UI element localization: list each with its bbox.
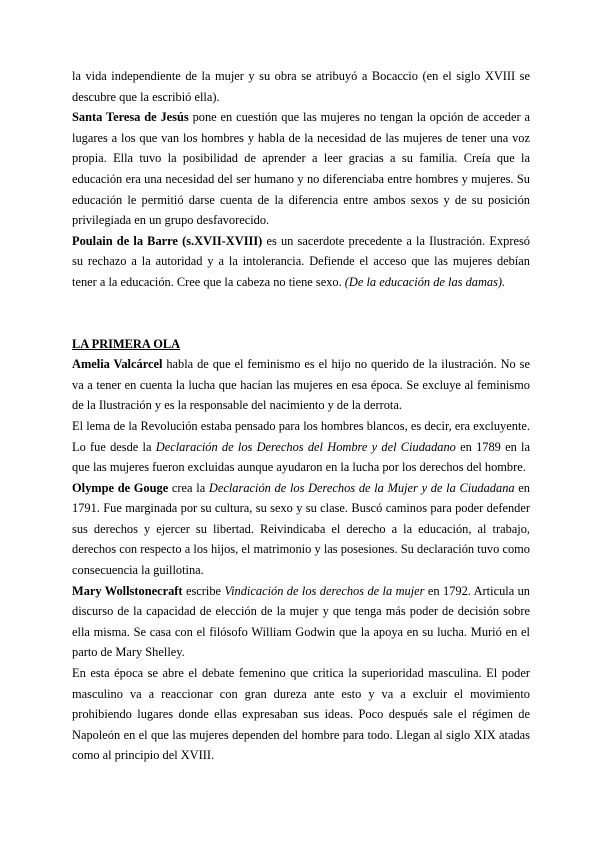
text-mary-a: escribe xyxy=(182,583,225,598)
work-declaracion-hombre: Declaración de los Derechos del Hombre y del Ciudadano xyxy=(155,439,456,454)
name-santa-teresa: Santa Teresa de Jesús xyxy=(72,110,189,125)
text-olympe-a: crea la xyxy=(168,480,209,495)
paragraph-revolucion xyxy=(72,416,530,478)
text-poulain: es un sacerdote precedente a la Ilustración. Expresó su rechazo a la autoridad y a la intolerancia. Defiende el acceso que las mujeres debían tener a la educación. Cree que la cabeza no tiene sexo. xyxy=(72,233,531,289)
name-mary: Mary Wollstonecraft xyxy=(72,583,183,598)
name-amelia: Amelia Valcárcel xyxy=(72,357,163,372)
paragraph-mary xyxy=(72,581,530,663)
text-mary-b: en 1792. Articula un discurso de la capacidad de elección de la mujer y que tenga más poder de decisión sobre ella misma. Se casa con el filósofo William Godwin que la apoya en su lucha. Murió en el parto de Mary Shelley. xyxy=(72,583,530,660)
work-vindicacion: Vindicación de los derechos de la mujer xyxy=(224,583,425,598)
text-revolucion-a: El lema de la Revolución estaba pensado para los hombres blancos, es decir, era excluyente. Lo fue desde la xyxy=(72,418,530,454)
section-heading: LA PRIMERA OLA xyxy=(72,336,181,351)
section-gap xyxy=(72,293,530,334)
work-poulain: (De la educación de las damas). xyxy=(344,274,506,289)
text-olympe-b: en 1791. Fue marginada por su cultura, su sexo y su clase. Buscó caminos para poder defender sus derechos y ejercer su libertad. Reivindicaba el derecho a la educación, al trabajo, derechos con respecto a los hijos, el matrimonio y las posesiones. Su declaración tuvo como consecuencia la guillotina. xyxy=(72,480,530,578)
paragraph-boccaccio: la vida independiente de la mujer y su obra se atribuyó a Bocaccio (en el siglo XVIII se descubre que la escribió ella). xyxy=(72,69,530,104)
paragraph-poulain xyxy=(72,231,530,293)
paragraph-amelia xyxy=(72,354,530,416)
name-olympe: Olympe de Gouge xyxy=(72,480,169,495)
paragraph-olympe xyxy=(72,478,530,581)
paragraph-debate: En esta época se abre el debate femenino que critica la superioridad masculina. El poder masculino va a reaccionar con gran dureza ante esto y va a excluir el movimiento prohibiendo lugares donde ellas expresaban sus ideas. Poco después sale el régimen de Napoleón en el que las mujeres dependen del hombre para todo. Llegan al siglo XIX atadas como al principio del XVIII. xyxy=(72,666,530,763)
work-declaracion-mujer: Declaración de los Derechos de la Mujer y de la Ciudadana xyxy=(208,480,515,495)
text-santa-teresa: pone en cuestión que las mujeres no tengan la opción de acceder a lugares a los que van los hombres y habla de la necesidad de las mujeres de tener una voz propia. Ella tuvo la posibilidad de aprender a leer gracias a su familia. Creía que la educación era una necesidad del ser humano y no diferenciaba entre hombres y mujeres. Su educación le permitió darse cuenta de la diferencia entre ambos sexos y de su posición privilegiada en un grupo desfavorecido. xyxy=(72,110,530,228)
paragraph-santa-teresa xyxy=(72,107,530,231)
text-amelia: habla de que el feminismo es el hijo no querido de la ilustración. No se va a tener en cuenta la lucha que hacían las mujeres en esa época. Se excluye al feminismo de la Ilustración y es la responsable del nacimiento y de la derrota. xyxy=(72,357,530,413)
text-revolucion-b: en 1789 en la que las mujeres fueron excluidas aunque ayudaron en la lucha por los derechos del hombre. xyxy=(72,439,530,475)
name-poulain: Poulain de la Barre (s.XVII-XVIII) xyxy=(72,233,263,248)
